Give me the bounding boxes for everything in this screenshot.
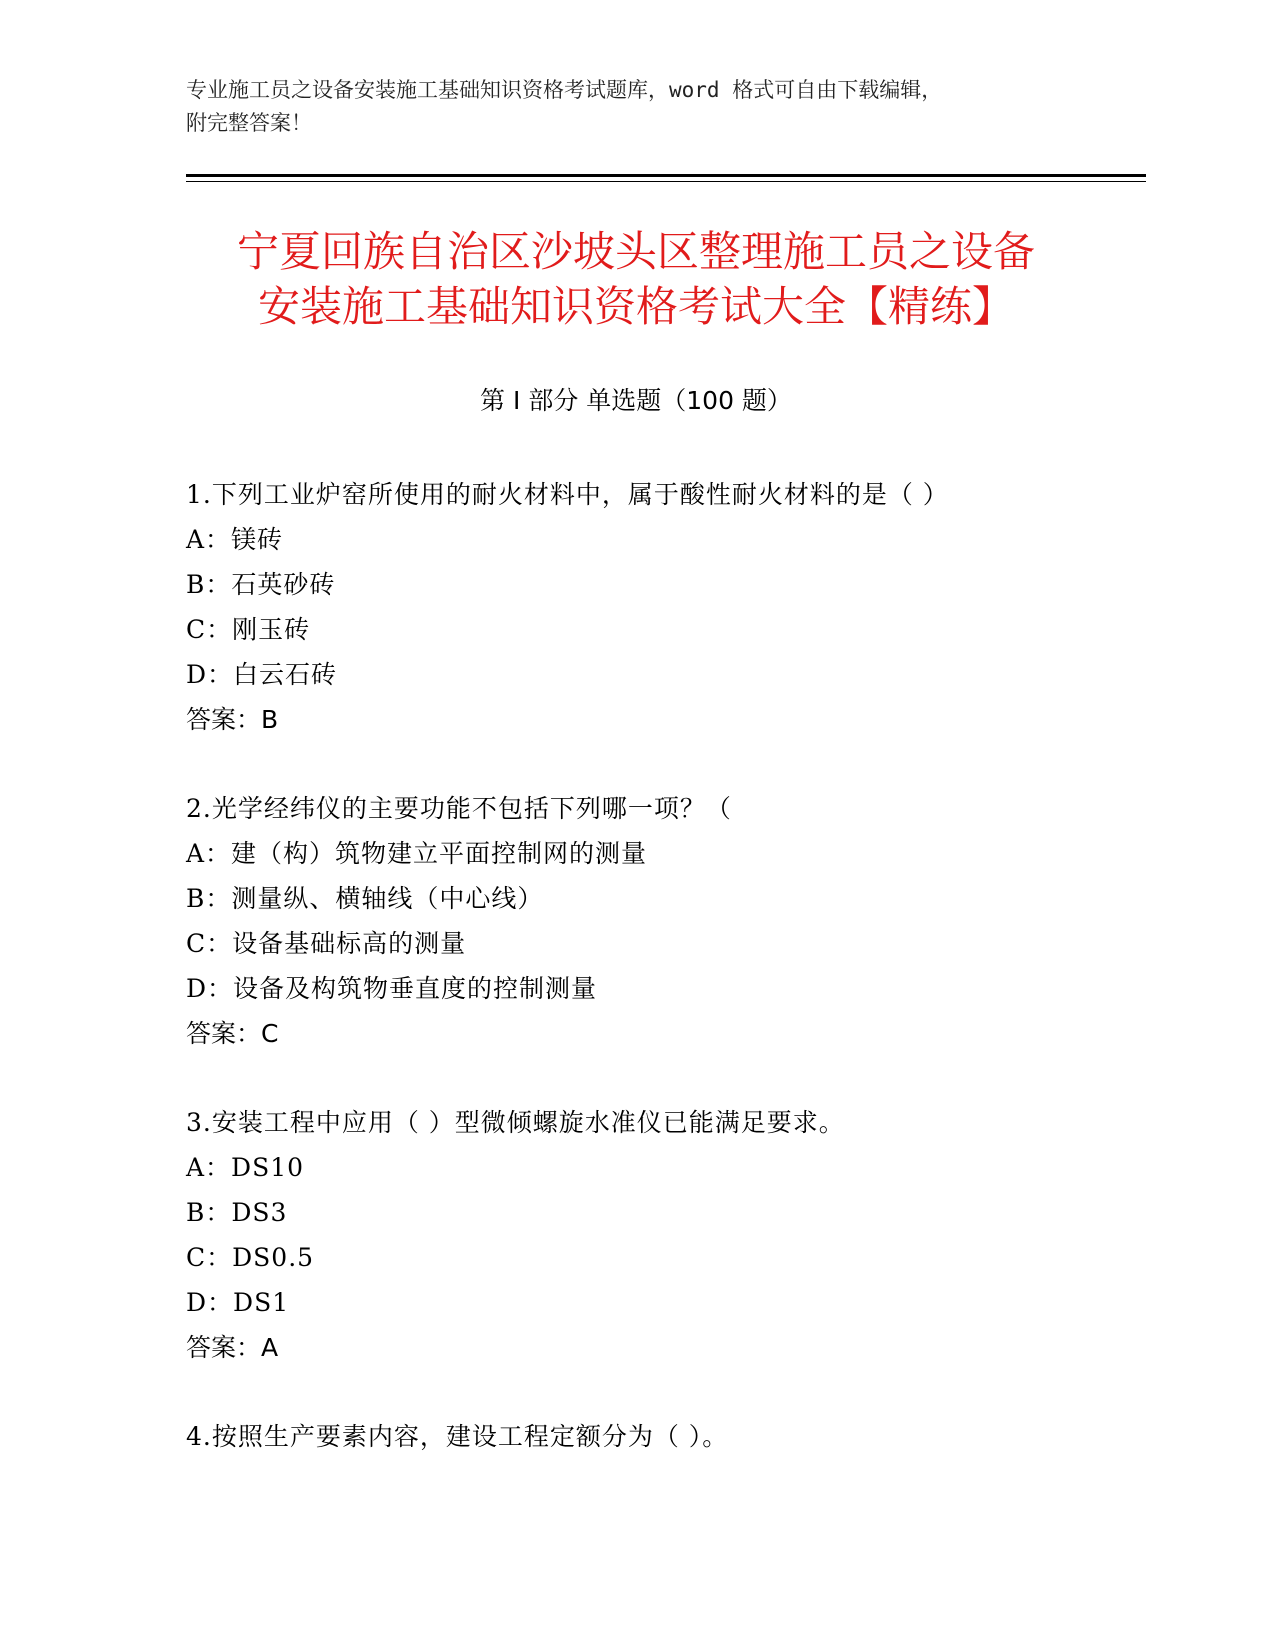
question-list	[186, 472, 1126, 1503]
answer: 答案：B	[186, 705, 279, 734]
question-stem: 1.下列工业炉窑所使用的耐火材料中，属于酸性耐火材料的是（ ）	[186, 480, 949, 509]
option-b: B：DS3	[186, 1198, 288, 1227]
header-note	[186, 74, 1086, 140]
answer: 答案：C	[186, 1019, 279, 1048]
question-stem: 3.安装工程中应用（ ）型微倾螺旋水准仪已能满足要求。	[186, 1108, 845, 1137]
question-3	[186, 1100, 1126, 1370]
option-b: B：测量纵、横轴线（中心线）	[186, 884, 544, 913]
option-a: A：建（构）筑物建立平面控制网的测量	[186, 839, 648, 868]
option-c: C：设备基础标高的测量	[186, 929, 467, 958]
option-d: D：设备及构筑物垂直度的控制测量	[186, 974, 598, 1003]
answer: 答案：A	[186, 1333, 279, 1362]
header-divider-thin	[186, 181, 1146, 182]
document-title	[186, 224, 1086, 334]
document-title-line-2: 安装施工基础知识资格考试大全【精练】	[257, 282, 1014, 331]
question-stem: 4.按照生产要素内容，建设工程定额分为（ ）。	[186, 1422, 729, 1451]
question-2	[186, 786, 1126, 1056]
header-note-line-1: 专业施工员之设备安装施工基础知识资格考试题库，word 格式可自由下载编辑，	[186, 78, 943, 102]
document-title-line-1: 宁夏回族自治区沙坡头区整理施工员之设备	[236, 227, 1035, 276]
option-b: B：石英砂砖	[186, 570, 336, 599]
option-a: A：镁砖	[186, 525, 284, 554]
question-1	[186, 472, 1126, 742]
option-a: A：DS10	[186, 1153, 305, 1182]
option-d: D：白云石砖	[186, 660, 338, 689]
section-heading: 第 I 部分 单选题（100 题）	[480, 386, 792, 415]
question-stem: 2.光学经纬仪的主要功能不包括下列哪一项？（	[186, 794, 732, 823]
header-note-line-2: 附完整答案！	[186, 111, 312, 135]
header-divider-thick	[186, 174, 1146, 177]
option-c: C：刚玉砖	[186, 615, 311, 644]
question-4	[186, 1414, 1126, 1459]
option-d: D：DS1	[186, 1288, 290, 1317]
option-c: C：DS0.5	[186, 1243, 315, 1272]
